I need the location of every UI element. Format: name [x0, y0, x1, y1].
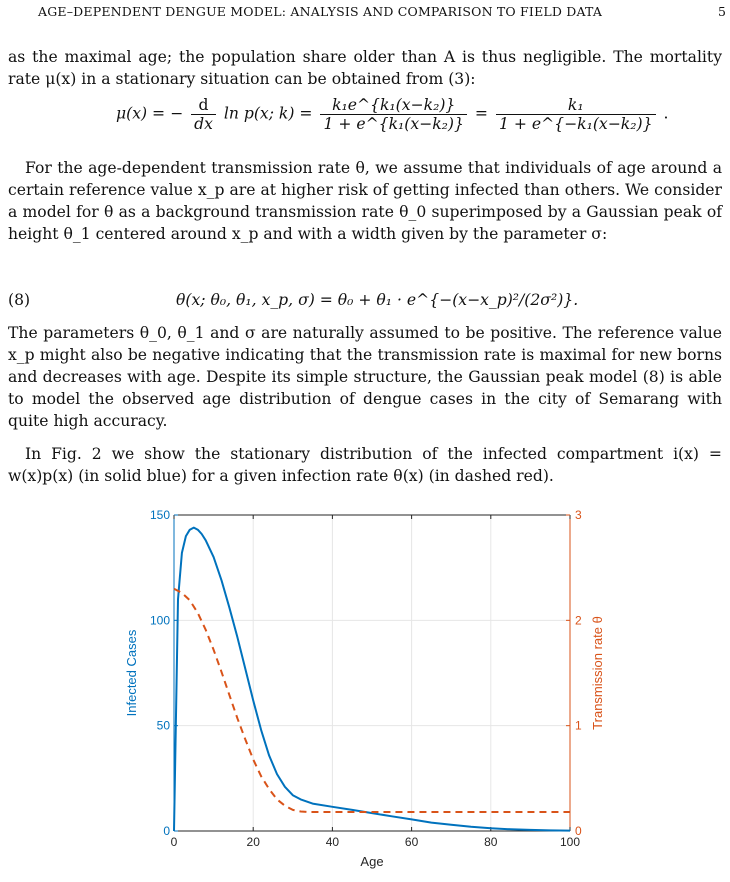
paragraph-3: The parameters θ_0, θ_1 and σ are naturally assumed to be positive. The reference value x_p might also be negative indicating that the transmission rate is maximal for new borns and decreases with age. Despite its simple structure, the Gaussian peak model (8) is able to model the observed age distribution of dengue cases in the city of Semarang with quite high accuracy. [8, 324, 722, 430]
mu-lhs: μ(x) = − [116, 104, 184, 123]
y-axis-label-left: Infected Cases [124, 629, 139, 717]
y-tick-label-left: 0 [163, 824, 170, 838]
paragraph-1: as the maximal age; the population share older than A is thus negligible. The mortality rate μ(x) in a stationary situation can be obtained from (3): [8, 48, 722, 88]
y-tick-label-right: 3 [575, 508, 582, 522]
dual-axis-chart [0, 505, 730, 878]
y-axis-label-right: Transmission rate θ [590, 616, 605, 730]
equation-period: . [663, 104, 669, 123]
figure-2 [0, 505, 730, 882]
fraction-2 [496, 96, 656, 133]
derivative-fraction [191, 96, 216, 133]
y-tick-label-right: 2 [575, 613, 582, 628]
running-title: AGE–DEPENDENT DENGUE MODEL: ANALYSIS AND COMPARISON TO FIELD DATA [38, 4, 603, 19]
plot-area [174, 515, 570, 831]
x-tick-label: 40 [325, 835, 340, 849]
equation-8: θ(x; θ₀, θ₁, x_p, σ) = θ₀ + θ₁ · e^{−(x−x_p)²/(2σ²)}. [176, 291, 579, 309]
fraction-1 [320, 96, 466, 133]
x-axis-label: Age [360, 854, 384, 869]
x-tick-label: 20 [246, 835, 260, 849]
y-tick-label-right: 0 [575, 824, 582, 838]
fraction-1-denominator: 1 + e^{k₁(x−k₂)} [323, 115, 464, 133]
y-tick-label-right: 1 [575, 718, 582, 733]
paragraph-2: For the age-dependent transmission rate θ, we assume that individuals of age around a certain reference value x_p are at higher risk of getting infected than others. We consider a model for θ as a background transmission rate θ_0 superimposed by a Gaussian peak of height θ_1 centered around x_p and with a width given by the parameter σ: [8, 159, 722, 243]
mortality-equation [116, 96, 668, 133]
equation-8-number: (8) [8, 291, 31, 309]
page-number: 5 [718, 4, 727, 19]
y-tick-label-left: 150 [149, 508, 170, 522]
y-tick-label-left: 50 [156, 718, 170, 733]
x-tick-label: 80 [484, 835, 498, 849]
x-tick-label: 0 [170, 835, 178, 849]
log-term: ln p(x; k) = [223, 104, 313, 123]
fraction-2-numerator: k₁ [496, 96, 656, 115]
derivative-numerator: d [191, 96, 216, 115]
fraction-1-numerator: k₁e^{k₁(x−k₂)} [320, 96, 466, 115]
x-tick-label: 60 [404, 835, 419, 849]
x-tick-label: 100 [559, 835, 581, 849]
paragraph-4: In Fig. 2 we show the stationary distribution of the infected compartment i(x) = w(x)p(x) (in solid blue) for a given infection rate θ(x) (in dashed red). [8, 445, 722, 485]
derivative-denominator: dx [194, 115, 213, 133]
y-tick-label-left: 100 [149, 613, 170, 628]
fraction-2-denominator: 1 + e^{−k₁(x−k₂)} [498, 115, 653, 133]
equals-sign: = [474, 104, 488, 123]
